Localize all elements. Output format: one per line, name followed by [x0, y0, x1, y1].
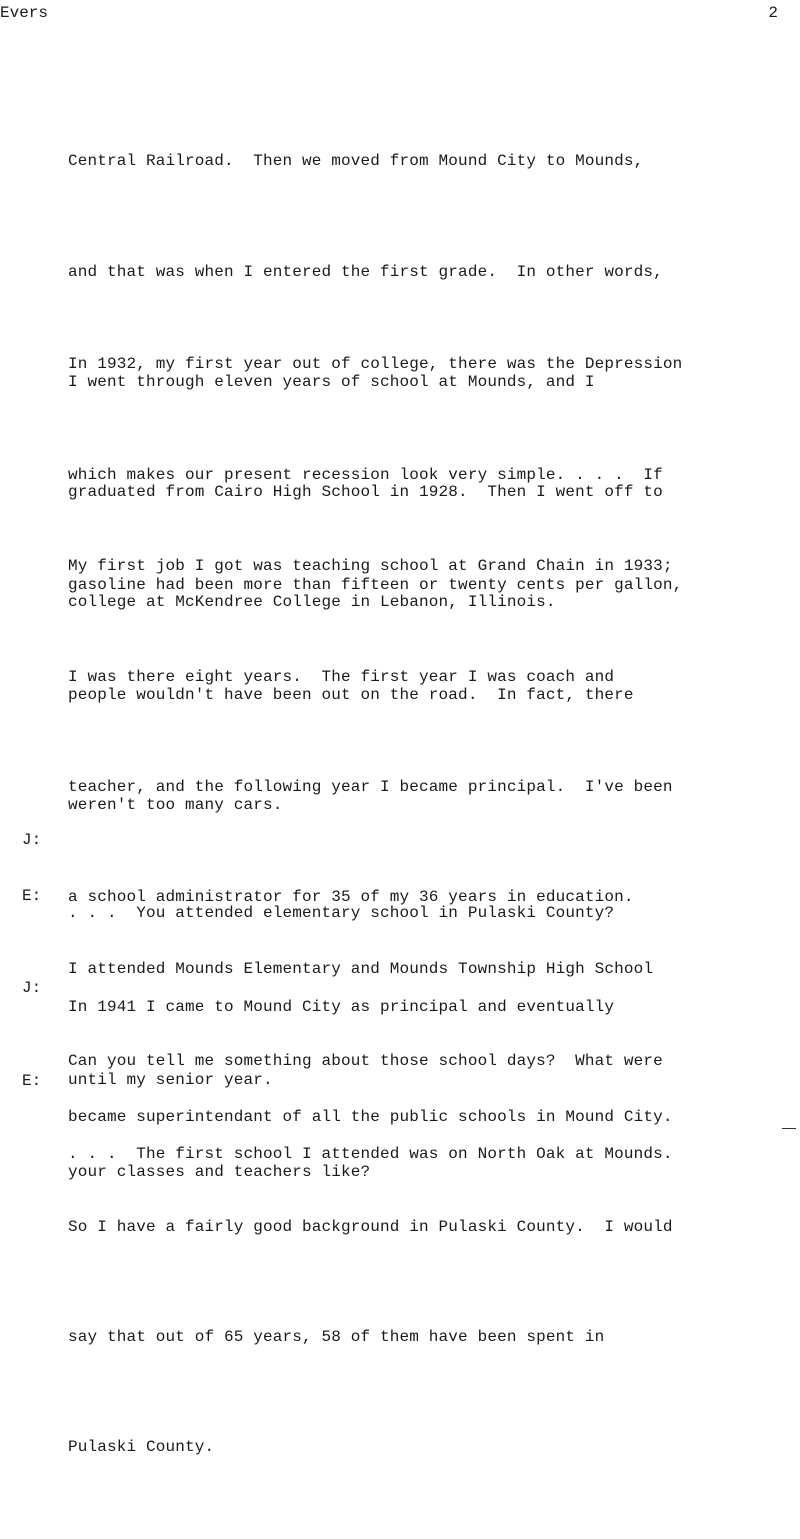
text-line: say that out of 65 years, 58 of them have been spent in — [68, 1328, 605, 1347]
text-line: and that was when I entered the first grade. In other words, — [68, 262, 663, 281]
text-line: Can you tell me something about those school days? What were — [68, 1052, 663, 1071]
text-line: So I have a fairly good background in Pulaski County. I would — [68, 1218, 673, 1237]
page-number: 2 — [768, 4, 778, 22]
speaker-label: J: — [22, 979, 42, 997]
text-line: your classes and teachers like? — [68, 1162, 371, 1181]
text-line: graduated from Cairo High School in 1928. Then I went off to — [68, 482, 663, 501]
text-line: people wouldn't have been out on the road. In fact, there — [68, 685, 634, 704]
text-line: I was there eight years. The first year I was coach and — [68, 667, 615, 686]
text-line: In 1941 I came to Mound City as principal and eventually — [68, 997, 615, 1016]
text-line: became superintendant of all the public schools in Mound City. — [68, 1107, 673, 1126]
text-line: In 1932, my first year out of college, there was the Depression — [68, 355, 683, 374]
text-line: weren't too many cars. — [68, 795, 283, 814]
text-line: I went through eleven years of school at Mounds, and I — [68, 372, 595, 391]
page-edge-mark — [782, 1128, 796, 1129]
text-line: Central Railroad. Then we moved from Mound City to Mounds, — [68, 152, 644, 171]
text-line: . . . The first school I attended was on North Oak at Mounds. — [68, 1145, 673, 1164]
text-line: I attended Mounds Elementary and Mounds Township High School — [68, 960, 654, 979]
text-line: . . . You attended elementary school in Pulaski County? — [68, 904, 615, 923]
speaker-label: E: — [22, 887, 42, 905]
speaker-label: E: — [22, 1072, 42, 1090]
text-line: a school administrator for 35 of my 36 years in education. — [68, 887, 634, 906]
text-line: which makes our present recession look very simple. . . . If — [68, 465, 663, 484]
text-line: My first job I got was teaching school at Grand Chain in 1933; — [68, 557, 673, 576]
text-line: Pulaski County. — [68, 1438, 215, 1457]
text-line: college at McKendree College in Lebanon, Illinois. — [68, 592, 556, 611]
text-line: until my senior year. — [68, 1070, 273, 1089]
dialogue-paragraph — [68, 1063, 778, 1247]
text-line: gasoline had been more than fifteen or twenty cents per gallon, — [68, 575, 683, 594]
header-interviewee-name: Evers — [0, 4, 49, 22]
text-line: teacher, and the following year I became principal. I've been — [68, 777, 673, 796]
speaker-label: J: — [22, 831, 42, 849]
